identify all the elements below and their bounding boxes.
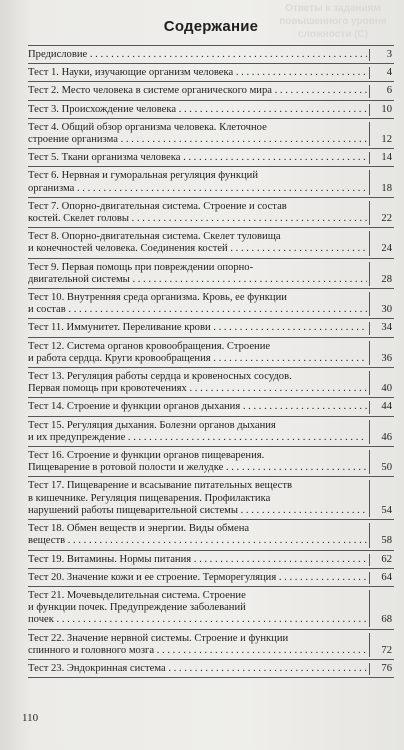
- toc-entry-line: Тест 12. Система органов кровообращения. Строение: [28, 340, 271, 352]
- toc-entry-line: Тест 13. Регуляция работы сердца и кровеносных сосудов.: [28, 371, 292, 383]
- toc-entry-line: Тест 1. Науки, изучающие организм человека . . .: [28, 67, 367, 79]
- toc-entry-line: спинного и головного мозга . . .: [28, 645, 367, 657]
- toc-entry-page: 68: [369, 590, 394, 627]
- toc-entry-title: [28, 49, 367, 61]
- toc-entry-page: 54: [369, 480, 394, 517]
- toc-entry-line: и функции почек. Предупреждение заболеваний: [28, 602, 246, 614]
- toc-entry-line: Тест 8. Опорно-двигательная система. Скелет туловища: [28, 231, 281, 243]
- toc-entry-page: 22: [369, 201, 394, 225]
- toc-entry-page: 3: [369, 49, 394, 61]
- toc-entry: [28, 417, 394, 447]
- toc-entry-line: Тест 2. Место человека в системе органического мира . . .: [28, 85, 367, 97]
- toc-entry-page: 12: [369, 122, 394, 146]
- toc-entry-title: [28, 450, 367, 474]
- toc-entry-page: 50: [369, 450, 394, 474]
- toc-entry-title: [28, 122, 367, 146]
- toc-entry: [28, 660, 394, 678]
- toc-entry-line: Тест 16. Строение и функции органов пищеварения.: [28, 450, 265, 462]
- toc-entry: [28, 149, 394, 167]
- toc-entry-title: [28, 663, 367, 675]
- toc-entry-page: 46: [369, 420, 394, 444]
- toc-entry: [28, 259, 394, 289]
- toc-entry-line: Тест 3. Происхождение человека . . .: [28, 104, 367, 116]
- toc-entry-title: [28, 523, 367, 547]
- toc-entry: [28, 228, 394, 258]
- toc-entry-line: двигательной системы . . .: [28, 274, 367, 286]
- toc-entry-line: Тест 18. Обмен веществ и энергии. Виды обмена: [28, 523, 250, 535]
- toc-entry-line: Тест 6. Нервная и гуморальная регуляция функций: [28, 170, 258, 182]
- table-of-contents: [28, 45, 394, 678]
- toc-entry: [28, 551, 394, 569]
- toc-entry-title: [28, 341, 367, 365]
- toc-entry-title: [28, 420, 367, 444]
- toc-entry-page: 30: [369, 292, 394, 316]
- toc-entry: [28, 338, 394, 368]
- toc-entry-line: в кишечнике. Регуляция пищеварения. Профилактика: [28, 492, 271, 504]
- toc-entry-page: 58: [369, 523, 394, 547]
- toc-entry-page: 36: [369, 341, 394, 365]
- toc-entry: [28, 368, 394, 398]
- toc-entry-title: [28, 67, 367, 79]
- toc-entry: [28, 198, 394, 228]
- toc-entry-title: [28, 401, 367, 413]
- toc-entry-page: 24: [369, 231, 394, 255]
- toc-entry-line: костей. Скелет головы . . .: [28, 213, 367, 225]
- toc-entry-line: Тест 11. Иммунитет. Переливание крови . . .: [28, 322, 367, 334]
- toc-entry-page: 28: [369, 262, 394, 286]
- toc-entry-line: Тест 20. Значение кожи и ее строение. Терморегуляция . . .: [28, 572, 367, 584]
- toc-entry-page: 4: [369, 67, 394, 79]
- toc-entry-line: Тест 23. Эндокринная система . . .: [28, 663, 367, 675]
- toc-entry: [28, 82, 394, 100]
- toc-entry-page: 44: [369, 401, 394, 413]
- toc-entry-line: организма . . .: [28, 183, 367, 195]
- toc-entry: [28, 447, 394, 477]
- toc-entry-title: [28, 104, 367, 116]
- toc-entry-page: 40: [369, 371, 394, 395]
- toc-entry-title: [28, 152, 367, 164]
- toc-entry-line: Тест 15. Регуляция дыхания. Болезни органов дыхания: [28, 419, 276, 431]
- toc-entry-title: [28, 572, 367, 584]
- toc-entry-line: и конечностей человека. Соединения костей . . .: [28, 243, 367, 255]
- toc-entry-line: Тест 19. Витамины. Нормы питания . . .: [28, 554, 367, 566]
- toc-entry: [28, 319, 394, 337]
- toc-entry-title: [28, 170, 367, 194]
- toc-entry-page: 14: [369, 152, 394, 164]
- toc-entry-line: Предисловие . . .: [28, 49, 367, 61]
- toc-entry-page: 62: [369, 554, 394, 566]
- toc-entry-line: Первая помощь при кровотечениях . . .: [28, 383, 367, 395]
- toc-entry-title: [28, 480, 367, 517]
- page-title: Содержание: [163, 18, 259, 35]
- toc-entry-line: нарушений работы пищеварительной системы . . .: [28, 505, 367, 517]
- page-number: 110: [22, 712, 39, 724]
- toc-entry-page: 64: [369, 572, 394, 584]
- toc-entry-line: Тест 7. Опорно-двигательная система. Строение и состав: [28, 200, 287, 212]
- toc-entry: [28, 569, 394, 587]
- toc-entry-page: 76: [369, 663, 394, 675]
- toc-entry-line: веществ . . .: [28, 535, 367, 547]
- toc-entry-line: почек . . .: [28, 614, 367, 626]
- toc-entry-title: [28, 231, 367, 255]
- toc-entry-line: Тест 21. Мочевыделительная система. Строение: [28, 589, 246, 601]
- toc-entry: [28, 101, 394, 119]
- toc-entry: [28, 398, 394, 416]
- toc-entry-title: [28, 371, 367, 395]
- toc-entry-line: Тест 22. Значение нервной системы. Строение и функции: [28, 632, 289, 644]
- toc-entry: [28, 520, 394, 550]
- toc-entry-title: [28, 85, 367, 97]
- toc-entry-title: [28, 201, 367, 225]
- toc-entry: [28, 64, 394, 82]
- toc-entry: [28, 119, 394, 149]
- toc-entry-page: 18: [369, 170, 394, 194]
- toc-entry-title: [28, 322, 367, 334]
- toc-entry-line: Тест 14. Строение и функции органов дыхания . . .: [28, 401, 367, 413]
- toc-entry-line: Тест 9. Первая помощь при повреждении опорно-: [28, 261, 254, 273]
- toc-entry: [28, 477, 394, 520]
- toc-entry: [28, 630, 394, 660]
- toc-entry-title: [28, 590, 367, 627]
- toc-entry-line: Тест 5. Ткани организма человека . . .: [28, 152, 367, 164]
- toc-entry-line: и их предупреждение . . .: [28, 432, 367, 444]
- toc-entry-title: [28, 633, 367, 657]
- toc-entry: [28, 289, 394, 319]
- toc-entry-page: 34: [369, 322, 394, 334]
- toc-entry-line: Тест 17. Пищеварение и всасывание питательных веществ: [28, 480, 293, 492]
- toc-entry-title: [28, 262, 367, 286]
- toc-entry-line: строение организма . . .: [28, 134, 367, 146]
- toc-entry-page: 6: [369, 85, 394, 97]
- toc-entry-title: [28, 554, 367, 566]
- toc-entry: [28, 167, 394, 197]
- toc-entry-line: и работа сердца. Круги кровообращения . . .: [28, 353, 367, 365]
- toc-entry-page: 72: [369, 633, 394, 657]
- toc-entry-page: 10: [369, 104, 394, 116]
- toc-entry-line: Тест 10. Внутренняя среда организма. Кровь, ее функции: [28, 292, 287, 304]
- toc-entry-title: [28, 292, 367, 316]
- toc-entry: [28, 587, 394, 630]
- toc-entry: [28, 45, 394, 64]
- toc-entry-line: Пищеварение в ротовой полости и желудке . . .: [28, 462, 367, 474]
- bleed-through-text: Ответы к заданиям повышенного уровня сложности (С): [279, 3, 387, 40]
- toc-entry-line: и состав . . .: [28, 304, 367, 316]
- toc-entry-line: Тест 4. Общий обзор организма человека. Клеточное: [28, 121, 267, 133]
